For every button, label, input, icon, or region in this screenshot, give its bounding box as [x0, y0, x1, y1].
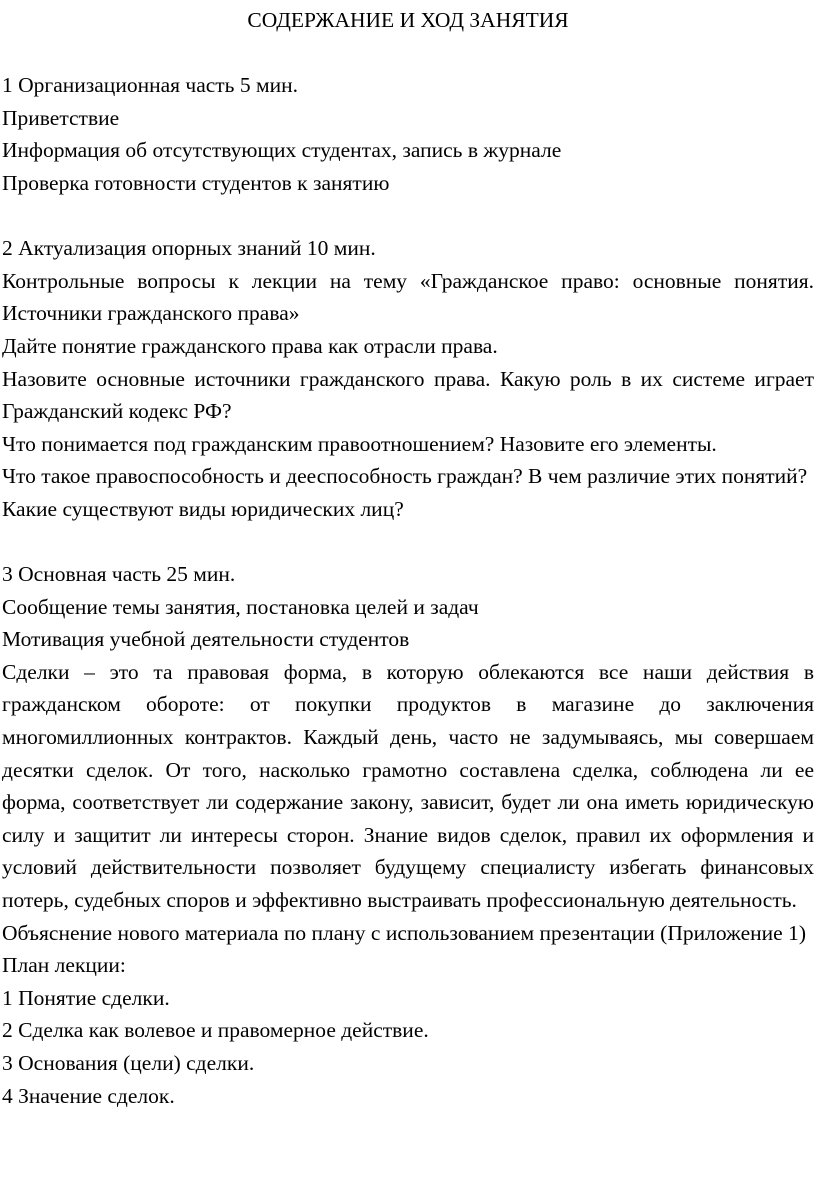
- question-item: Дайте понятие гражданского права как отрасли права.: [2, 333, 498, 358]
- plan-item: 3 Основания (цели) сделки.: [2, 1051, 255, 1075]
- plan-item: 4 Значение сделок.: [2, 1083, 175, 1108]
- section2-intro: Контрольные вопросы к лекции на тему «Гражданское право: основные понятия. Источники гражданского права»: [2, 268, 814, 326]
- section3-heading: 3 Основная часть 25 мин.: [2, 562, 236, 587]
- explanation-paragraph: Объяснение нового материала по плану с использованием презентации (Приложение 1): [2, 920, 807, 945]
- spacer: [2, 37, 814, 70]
- section3-item: Сообщение темы занятия, постановка целей и задач: [2, 594, 479, 619]
- section2-heading: 2 Актуализация опорных знаний 10 мин.: [2, 236, 376, 261]
- plan-item: 1 Понятие сделки.: [2, 985, 170, 1010]
- motivation-paragraph: Сделки – это та правовая форма, в которую облекаются все наши действия в гражданском обороте: от покупки продуктов в магазине до заключения многомиллионных контрактов. Каждый день, часто не задумываясь, мы совершаем десятки сделок. От того, насколько грамотно составлена сделка, соблюдена ли ее форма, соответствует ли содержание закону, зависит, будет ли она иметь юридическую силу и защитит ли интересы сторон. Знание видов сделок, правил их оформления и условий действительности позволяет будущему специалисту избегать финансовых потерь, судебных споров и эффективно выстраивать профессиональную деятельность.: [2, 659, 814, 913]
- section1-item: Информация об отсутствующих студентах, запись в журнале: [2, 138, 562, 163]
- question-item: Какие существуют виды юридических лиц?: [2, 496, 404, 521]
- plan-label: План лекции:: [2, 953, 126, 978]
- section3-item: Мотивация учебной деятельности студентов: [2, 627, 410, 652]
- plan-item: 2 Сделка как волевое и правомерное действие.: [2, 1018, 429, 1043]
- question-item: Что понимается под гражданским правоотношением? Назовите его элементы.: [2, 431, 717, 456]
- spacer: [2, 200, 814, 233]
- question-item: Назовите основные источники гражданского права. Какую роль в их системе играет Гражданский кодекс РФ?: [2, 366, 814, 424]
- spacer: [2, 526, 814, 559]
- section1-heading: 1 Организационная часть 5 мин.: [2, 73, 298, 98]
- document-title: СОДЕРЖАНИЕ И ХОД ЗАНЯТИЯ: [247, 8, 569, 32]
- section1-item: Приветствие: [2, 105, 120, 130]
- question-item: Что такое правоспособность и дееспособность граждан? В чем различие этих понятий?: [2, 464, 808, 489]
- section1-item: Проверка готовности студентов к занятию: [2, 170, 390, 195]
